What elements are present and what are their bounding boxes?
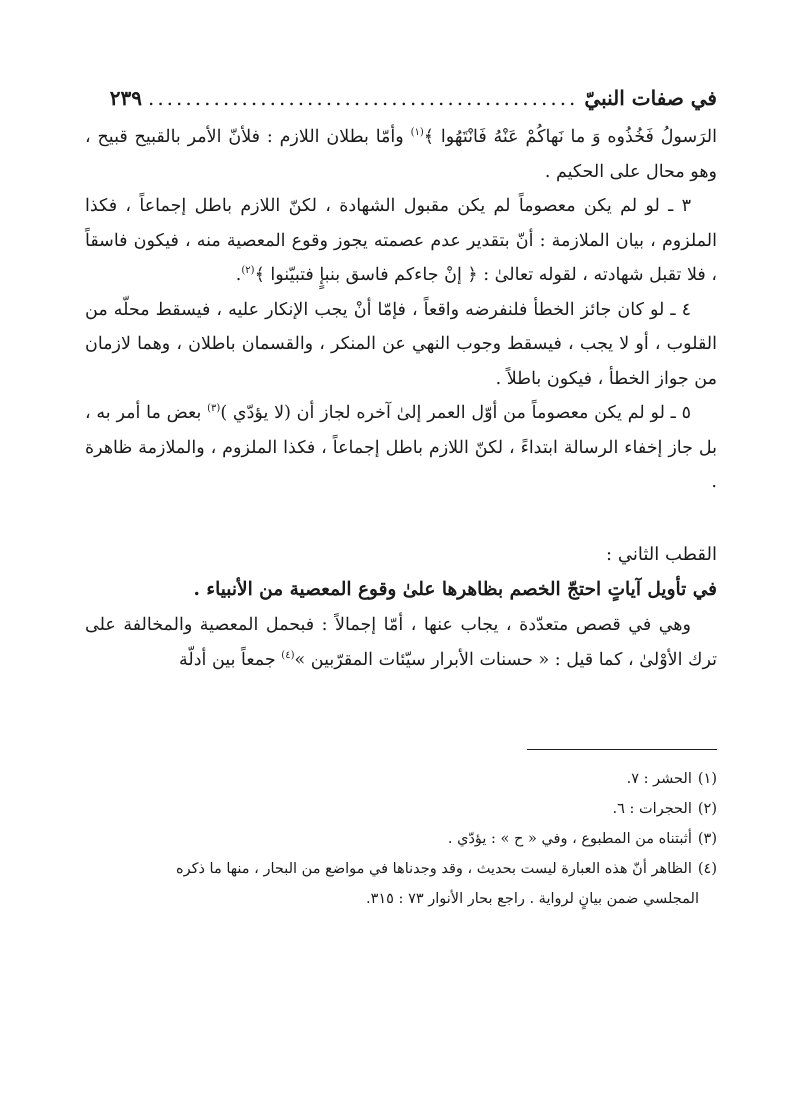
footnote-1	[85, 764, 717, 794]
footnote-number: (٣)	[697, 831, 717, 847]
footnote-number: (١)	[697, 771, 717, 787]
page-number: ٢٣٩	[109, 86, 142, 110]
paragraph-4-text: ٥ ـ لو لم يكن معصوماً من أوّل العمر إلىٰ آخره لجاز أن (لا يؤدّي )	[220, 403, 691, 423]
footnote-text: أثبتناه من المطبوع ، وفي « ح » : يؤدّي .	[447, 831, 692, 847]
footnote-text: الظاهر أنّ هذه العبارة ليست بحديث ، وقد وجدناها في مواضع من البحار ، منها ما ذكره	[175, 861, 692, 877]
footnote-2	[85, 794, 717, 824]
running-header	[85, 86, 717, 120]
footnotes	[85, 764, 717, 914]
footnote-text: الحشر : ٧.	[626, 771, 692, 787]
paragraph-2-end: .	[235, 265, 242, 285]
main-text	[85, 120, 717, 500]
paragraph-5-text: وهي في قصص متعدّدة ، يجاب عنها ، أمّا إجمالاً : فبحمل المعصية والمخالفة على ترك الأوْلىٰ ، كما قيل : « حسنات الأبرار سيّئات المقرّبين »	[85, 615, 717, 670]
paragraph-3: ٤ ـ لو كان جائز الخطأ فلنفرضه واقعاً ، فإمّا أنْ يجب الإنكار عليه ، فيسقط محلّه من القلوب ، أو لا يجب ، فيسقط وجوب النهي عن المنكر ، والقسمان باطلان ، وهما لازمان من جواز الخطأ ، فيكون باطلاً .	[85, 299, 717, 389]
book-page	[85, 86, 717, 914]
section-body	[85, 608, 717, 677]
footnote-mark-1: (١)	[410, 127, 424, 139]
header-leader-dots: ..............................................	[147, 86, 579, 110]
paragraph-1	[85, 120, 717, 189]
footnote-mark-3: (٣)	[207, 403, 221, 415]
footnote-divider	[527, 749, 717, 750]
footnote-mark-4: (٤)	[281, 649, 295, 661]
section-title: القطب الثاني :	[606, 543, 717, 565]
quran-quote-1: الرَسولُ فَخُذُوه وَ ما نَهاكُمْ عَنْهُ فَانْتَهُوا ﴾	[423, 127, 717, 147]
footnote-3	[85, 824, 717, 854]
section-gap	[85, 500, 717, 538]
header-title: في صفات النبيّ	[584, 86, 717, 110]
paragraph-4	[85, 396, 717, 500]
paragraph-5	[85, 608, 717, 677]
footnote-number: (٢)	[697, 801, 717, 817]
footnote-text: الحجرات : ٦.	[612, 801, 692, 817]
section-subtitle: في تأويل آياتٍ احتجّ الخصم بظاهرها علىٰ وقوع المعصية من الأنبياء .	[193, 579, 717, 600]
paragraph-2-text: ٣ ـ لو لم يكن معصوماً لم يكن مقبول الشهادة ، لكنّ اللازم باطل إجماعاً ، فكذا الملزوم ، بيان الملازمة : أنّ بتقدير عدم عصمته يجوز وقوع المعصية منه ، فيكون فاسقاً ، فلا تقبل شهادته ، لقوله تعالىٰ : ﴿ إنْ جاءكم فاسق بنبإٍ فتبيّنوا ﴾	[85, 196, 717, 285]
footnote-number: (٤)	[697, 861, 717, 877]
footnote-4	[85, 854, 717, 884]
paragraph-5-end: جمعاً بين أدلّة	[179, 649, 276, 670]
footnote-mark-2: (٢)	[241, 265, 255, 277]
footnote-4-continued: المجلسي ضمن بيانٍ لرواية . راجع بحار الأنوار ٧٣ : ٣١٥.	[365, 891, 699, 907]
paragraph-4-rest: بعض ما أمر به ، بل جاز إخفاء الرسالة ابتداءً ، لكنّ اللازم باطل إجماعاً ، فكذا الملزوم ، والملازمة ظاهرة .	[85, 403, 717, 492]
paragraph-2	[85, 189, 717, 293]
paragraph-1-text: وأمّا بطلان اللازم : فلأنّ الأمر بالقبيح قبيح ، وهو محال على الحكيم .	[85, 127, 717, 182]
